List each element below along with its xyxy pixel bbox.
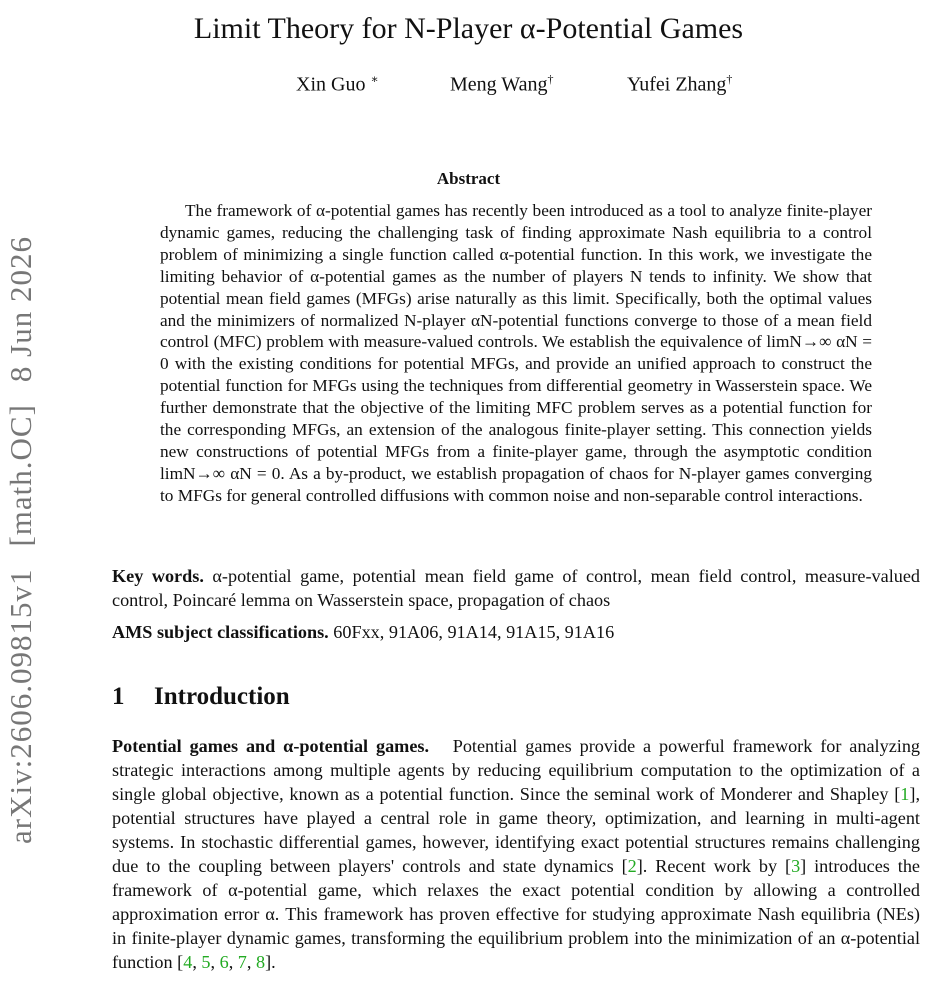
- ams-classifications: [112, 620, 920, 644]
- author-mark: †: [547, 72, 554, 86]
- author-1: [296, 72, 379, 97]
- intro-paragraph: [112, 734, 920, 974]
- author-name: Xin Guo: [296, 73, 366, 96]
- section-title: Introduction: [154, 683, 290, 710]
- section-number: 1: [112, 683, 125, 710]
- keywords-label: Key words.: [112, 566, 204, 586]
- intro-heading: Potential games and α-potential games.: [112, 736, 430, 756]
- abstract-heading: Abstract: [436, 169, 501, 188]
- citation-link[interactable]: 6: [219, 952, 229, 972]
- keywords: [112, 564, 920, 612]
- arxiv-stamp-text: [3, 236, 39, 844]
- author-3: [627, 72, 732, 97]
- paper-title: Limit Theory for N-Player α-Potential Games: [193, 12, 744, 45]
- citation-link[interactable]: 3: [791, 856, 801, 876]
- intro-text: Potential games provide a powerful framework for analyzing strategic interactions among multiple agents by reducing equilibrium computation to the optimization of a single global objective, known as a potential function. Since the seminal work of Monderer and Shapley [1], potential structures have played a central role in game theory, optimization, and learning in multi-agent systems. In stochastic differential games, however, identifying exact potential structures remains challenging due to the coupling between players' controls and state dynamics [2]. Recent work by [3] introduces the framework of α-potential game, which relaxes the exact potential condition by allowing a controlled approximation error α. This framework has proven effective for studying approximate Nash equilibria (NEs) in finite-player dynamic games, transforming the equilibrium problem into the minimization of an α-potential function [4, 5, 6, 7, 8].: [112, 736, 921, 972]
- arxiv-side-stamp: [0, 210, 43, 870]
- author-mark: †: [726, 72, 733, 86]
- citation-link[interactable]: 5: [201, 952, 211, 972]
- ams-text: 60Fxx, 91A06, 91A14, 91A15, 91A16: [333, 622, 615, 642]
- keywords-text: α-potential game, potential mean field game of control, mean field control, measure-valued control, Poincaré lemma on Wasserstein space, propagation of chaos: [112, 566, 921, 610]
- arxiv-id[interactable]: arXiv:2606.09815v1: [3, 568, 38, 844]
- citation-link[interactable]: 8: [255, 952, 266, 972]
- citation-link[interactable]: 1: [900, 784, 910, 804]
- section-heading: [112, 683, 290, 711]
- author-mark: ∗: [370, 72, 379, 86]
- ams-label: AMS subject classifications.: [112, 622, 329, 642]
- citation-link[interactable]: 7: [237, 952, 247, 972]
- citation-link[interactable]: 4: [183, 952, 193, 972]
- author-2: [450, 72, 553, 97]
- citation-link[interactable]: 2: [627, 856, 637, 876]
- author-name: Yufei Zhang: [627, 73, 727, 96]
- arxiv-date: 8 Jun 2026: [3, 236, 38, 383]
- abstract-text: The framework of α-potential games has recently been introduced as a tool to analyze finite-player dynamic games, reducing the challenging task of finding approximate Nash equilibria to a control problem of minimizing a single function called α-potential function. In this work, we investigate the limiting behavior of α-potential games as the number of players N tends to infinity. We show that potential mean field games (MFGs) arise naturally as this limit. Specifically, both the optimal values and the minimizers of normalized N-player αN-potential functions converge to those of a mean field control (MFC) problem with measure-valued controls. We establish the equivalence of limN→∞ αN = 0 with the existing conditions for potential MFGs, and provide an unified approach to construct the potential function for MFGs using the techniques from differential geometry in Wasserstein space. We further demonstrate that the objective of the limiting MFC problem serves as a potential function for the corresponding MFGs, an extension of the analogous finite-player setting. This connection yields new constructions of potential MFGs from a finite-player game, through the asymptotic condition limN→∞ αN = 0. As a by-product, we establish propagation of chaos for N-player games converging to MFGs for general controlled diffusions with common noise and non-separable control interactions.: [160, 201, 872, 505]
- arxiv-category[interactable]: [math.OC]: [3, 404, 38, 547]
- author-name: Meng Wang: [450, 73, 548, 96]
